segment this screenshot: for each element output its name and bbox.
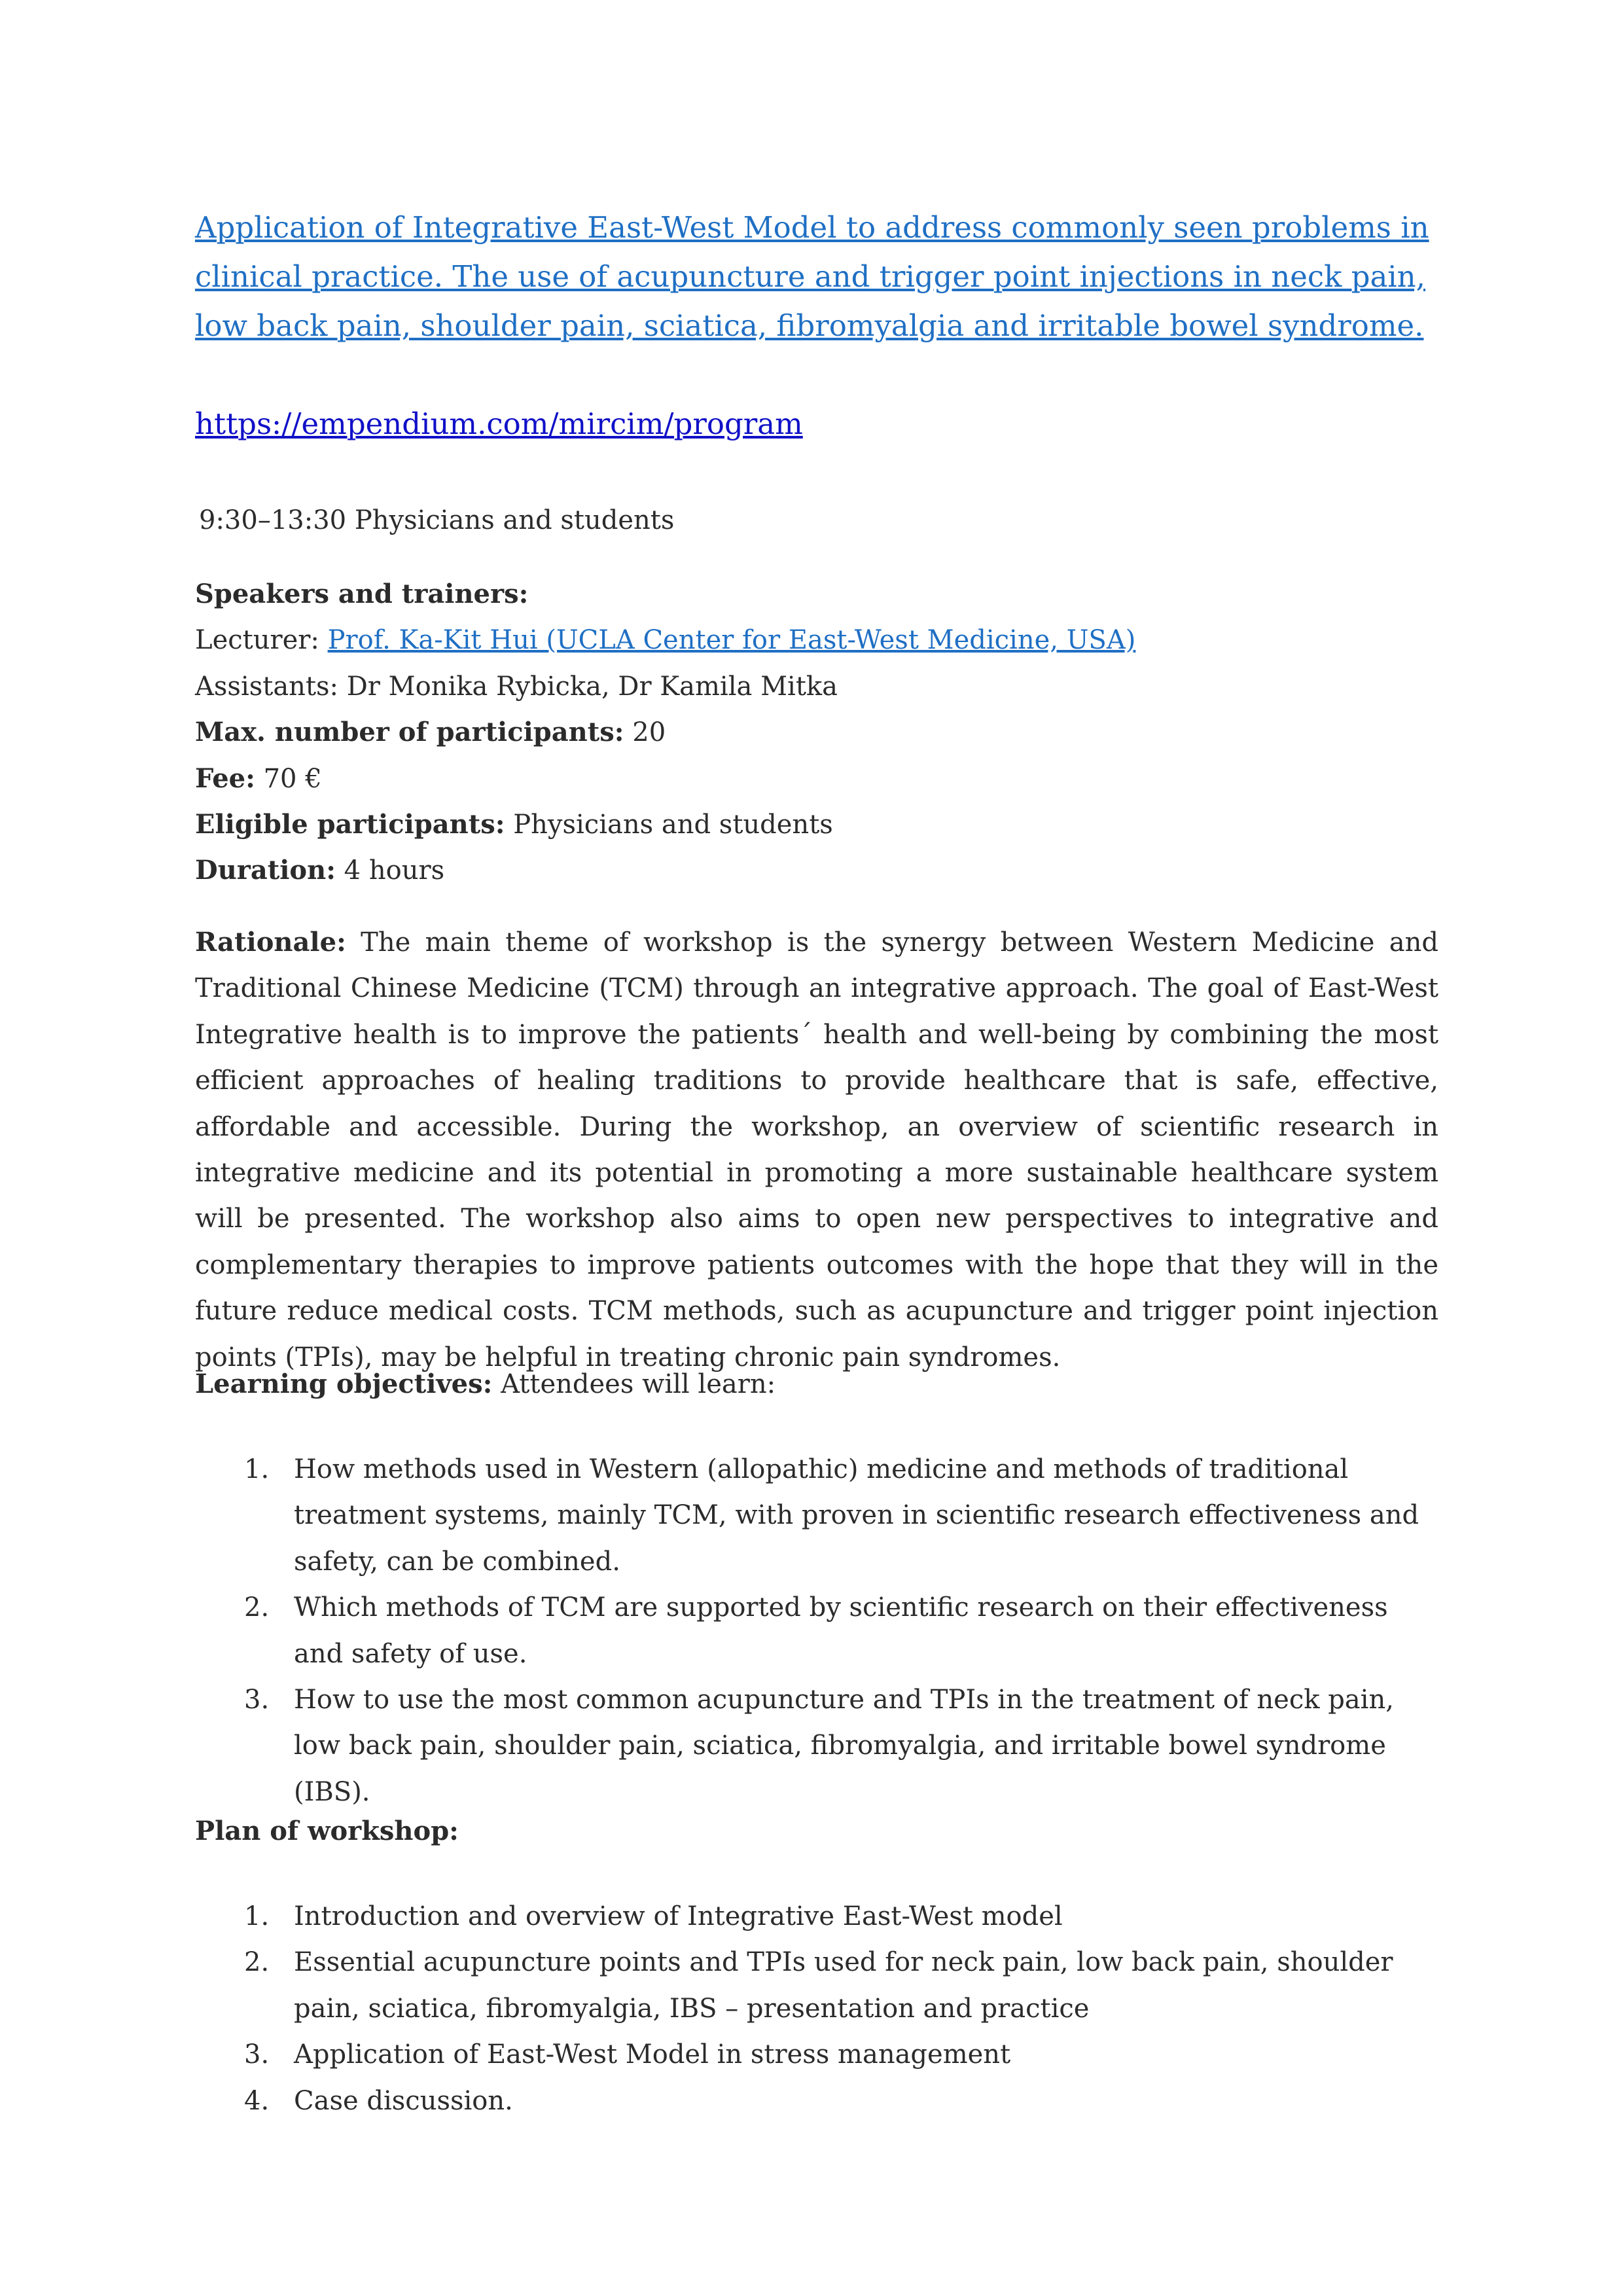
duration-line	[195, 848, 1135, 893]
eligible-line	[195, 802, 1135, 848]
list-item-text: Application of East-West Model in stress management	[294, 2039, 1011, 2070]
rationale-text: The main theme of workshop is the synergy between Western Medicine and Traditional Chinese Medicine (TCM) through an integrative approach. The goal of East-West Integrative health is to improve the patients´ health and well-being by combining the most efficient approaches of healing traditions to provide healthcare that is safe, effective, affordable and accessible. During the workshop, an overview of scientific research in integrative medicine and its potential in promoting a more sustainable healthcare system will be presented. The workshop also aims to open new perspectives to integrative and complementary therapies to improve patients outcomes with the hope that they will in the future reduce medical costs. TCM methods, such as acupuncture and trigger point injection points (TPIs), may be helpful in treating chronic pain syndromes.	[195, 927, 1438, 1372]
rationale-paragraph	[195, 920, 1438, 1380]
objectives-list	[195, 1446, 1438, 1815]
lecturer-label: Lecturer:	[195, 625, 328, 656]
list-item-text: Case discussion.	[294, 2085, 513, 2116]
list-item	[195, 1939, 1438, 2032]
speakers-heading: Speakers and trainers:	[195, 579, 529, 609]
fee-label: Fee:	[195, 762, 255, 794]
plan-list	[195, 1893, 1438, 2124]
duration-value: 4 hours	[335, 855, 445, 886]
plan-heading: Plan of workshop:	[195, 1816, 459, 1846]
list-item-text: Essential acupuncture points and TPIs used for neck pain, low back pain, shoulder pain, sciatica, fibromyalgia, IBS – presentation and practice	[294, 1947, 1393, 2024]
schedule-line: 9:30–13:30 Physicians and students	[199, 505, 675, 535]
max-participants-line	[195, 709, 1135, 755]
workshop-info	[195, 571, 1135, 894]
list-number: 4.	[244, 2085, 270, 2116]
list-item	[195, 2078, 1438, 2124]
objectives-intro: Attendees will learn:	[492, 1369, 776, 1399]
list-item	[195, 1446, 1438, 1585]
title-link[interactable]: Application of Integrative East-West Model to address commonly seen problems in clinical practice. The use of acupuncture and trigger point injections in neck pain, low back pain, shoulder pain, sciatica, fibromyalgia and irritable bowel syndrome.	[195, 210, 1429, 343]
eligible-label: Eligible participants:	[195, 809, 505, 840]
list-number: 1.	[244, 1901, 270, 1931]
list-item-text: Introduction and overview of Integrative East-West model	[294, 1901, 1063, 1931]
list-item	[195, 1893, 1438, 1939]
lecturer-link[interactable]: Prof. Ka-Kit Hui (UCLA Center for East-West Medicine, USA)	[327, 625, 1136, 656]
list-number: 1.	[244, 1454, 270, 1484]
list-number: 3.	[244, 2039, 270, 2070]
duration-label: Duration:	[195, 855, 336, 886]
fee-line	[195, 756, 1135, 802]
list-number: 2.	[244, 1592, 270, 1623]
rationale-label: Rationale:	[195, 927, 346, 958]
list-item-text: How to use the most common acupuncture and TPIs in the treatment of neck pain, low back pain, shoulder pain, sciatica, fibromyalgia, and irritable bowel syndrome (IBS).	[294, 1685, 1394, 1807]
list-item	[195, 1585, 1438, 1677]
max-participants-value: 20	[624, 717, 666, 748]
list-item-text: How methods used in Western (allopathic) medicine and methods of traditional treatment systems, mainly TCM, with proven in scientific research effectiveness and safety, can be combined.	[294, 1454, 1419, 1577]
lecturer-line	[195, 617, 1135, 663]
list-number: 2.	[244, 1947, 270, 1978]
list-number: 3.	[244, 1685, 270, 1715]
objectives-heading	[195, 1361, 776, 1407]
objectives-label: Learning objectives:	[195, 1369, 493, 1399]
list-item-text: Which methods of TCM are supported by scientific research on their effectiveness and safety of use.	[294, 1592, 1388, 1669]
eligible-value: Physicians and students	[505, 810, 833, 840]
max-participants-label: Max. number of participants:	[195, 717, 624, 748]
list-item	[195, 2032, 1438, 2077]
fee-value: 70 €	[255, 763, 322, 794]
assistants-line: Assistants: Dr Monika Rybicka, Dr Kamila Mitka	[195, 671, 838, 702]
list-item	[195, 1677, 1438, 1815]
program-url-link[interactable]: https://empendium.com/mircim/program	[195, 406, 803, 441]
